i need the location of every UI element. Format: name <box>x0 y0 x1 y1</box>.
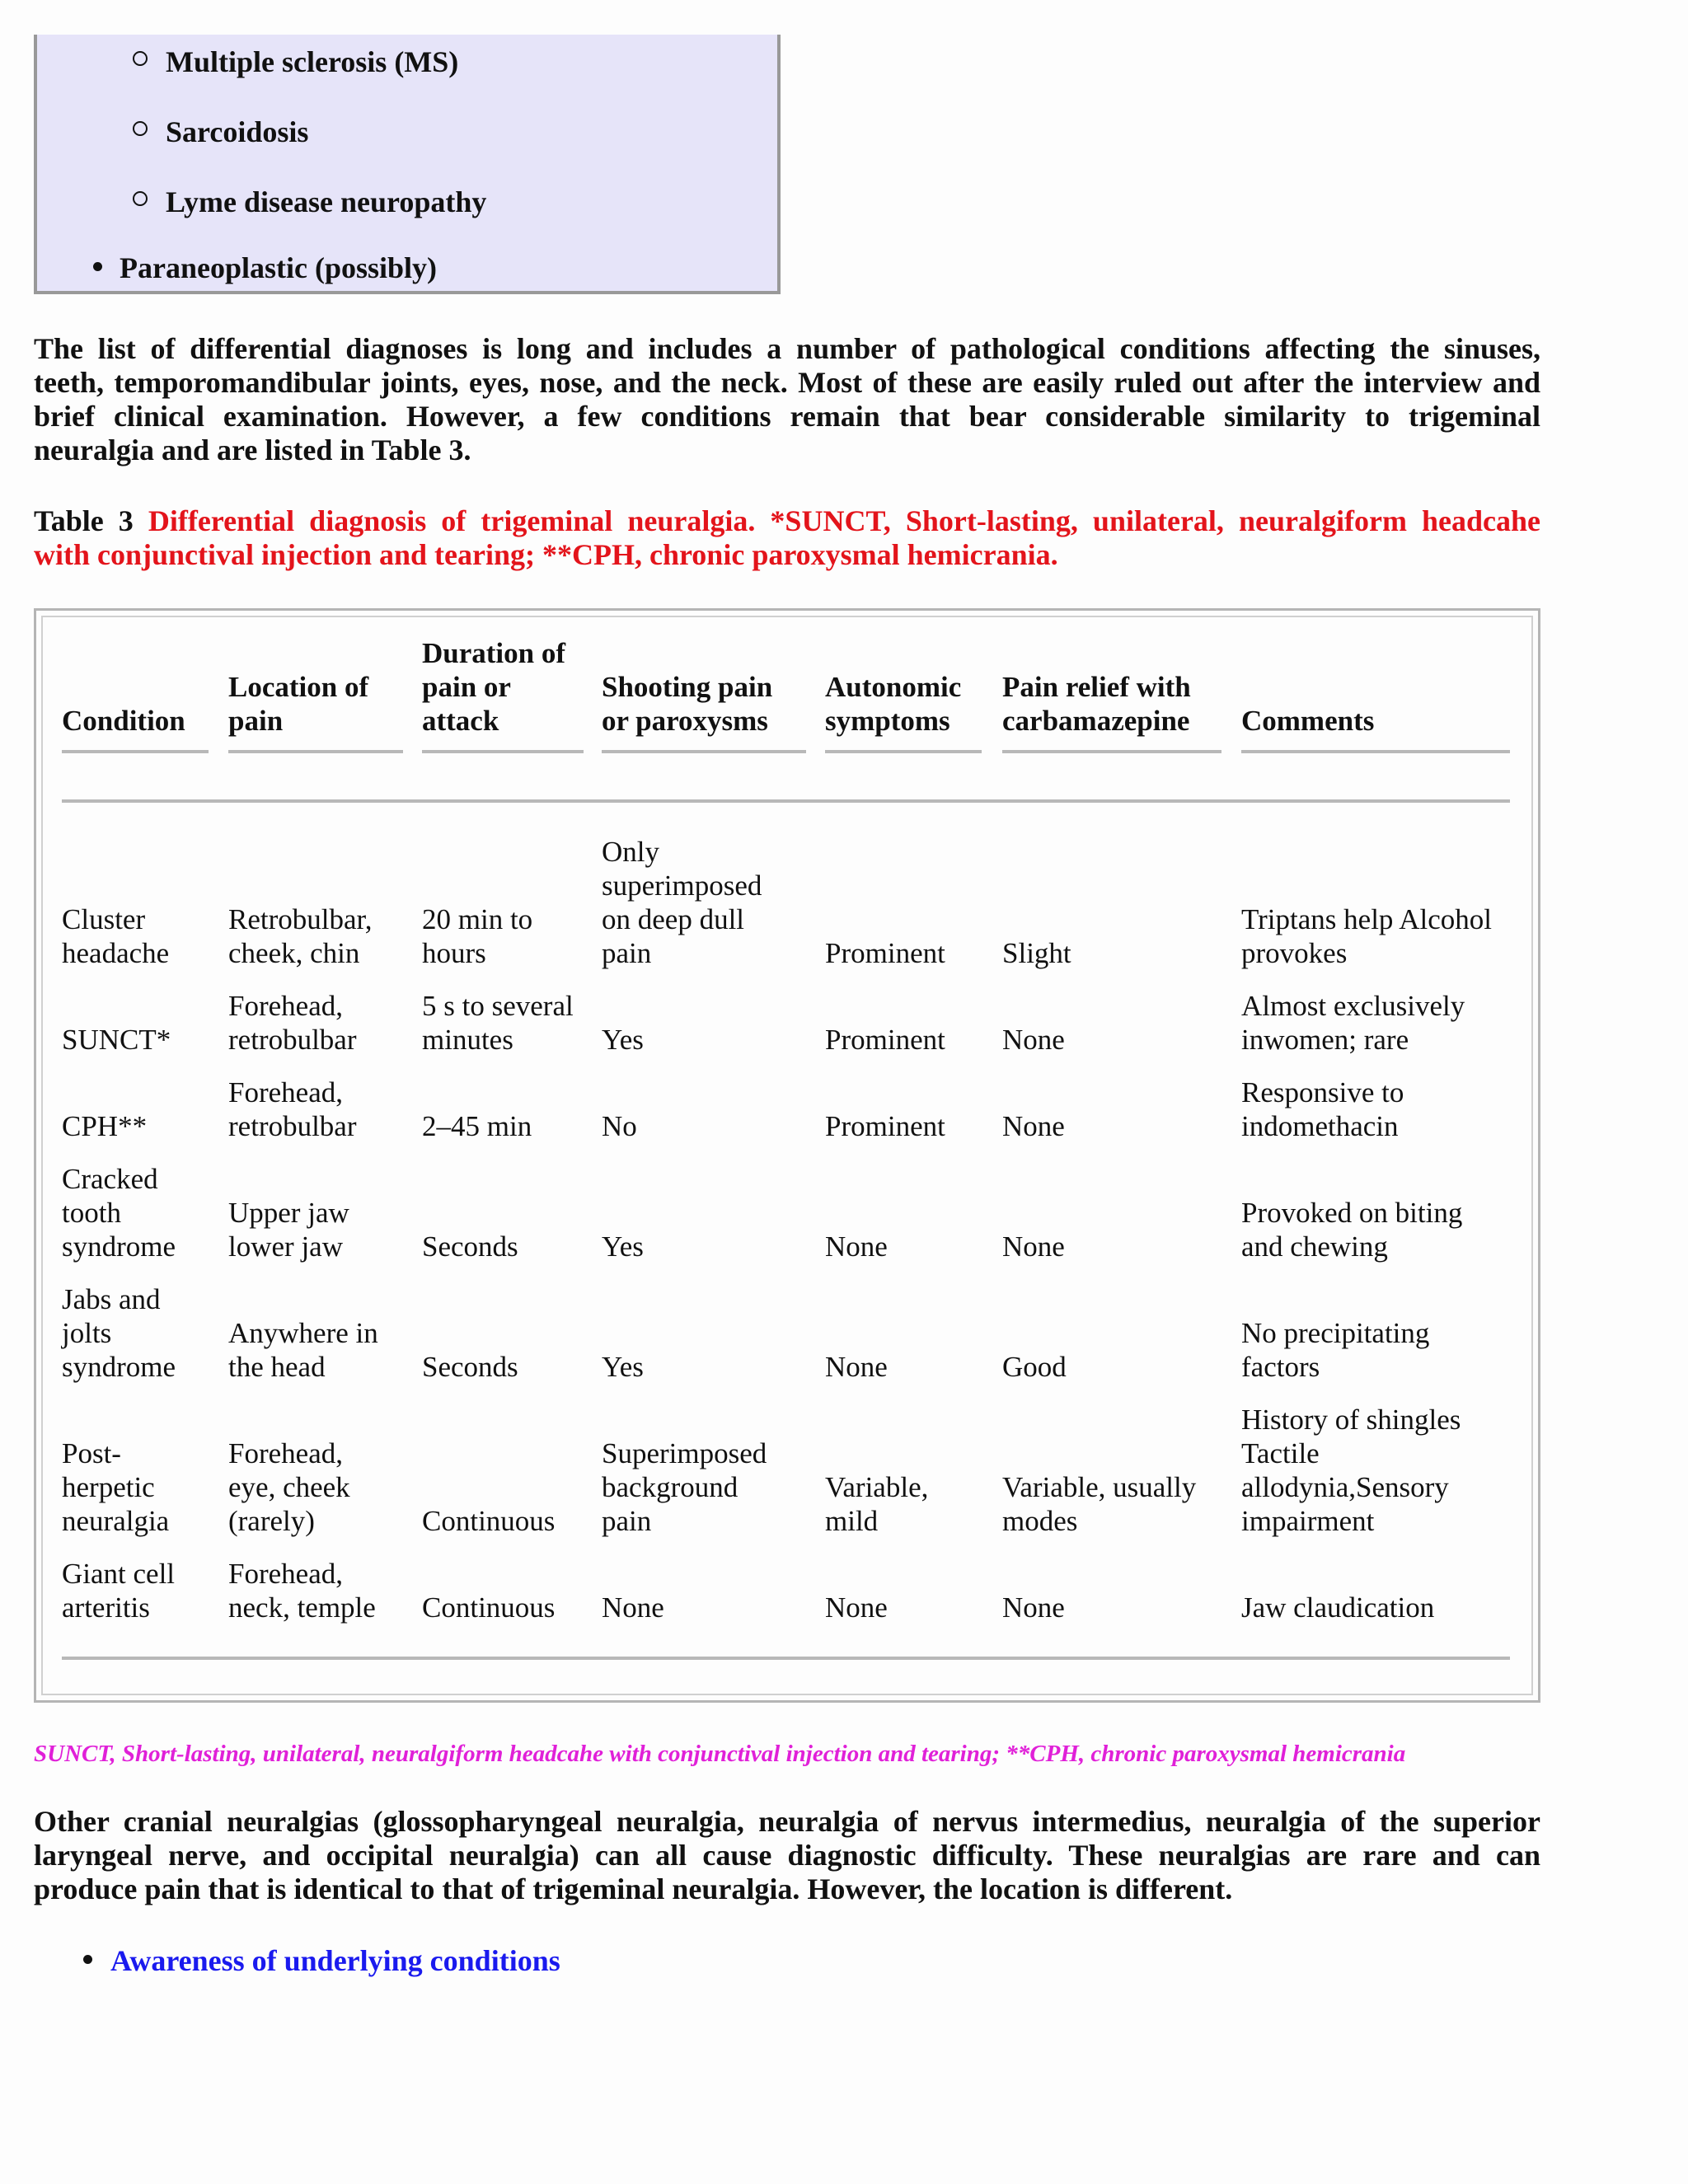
list-item-label: Paraneoplastic (possibly) <box>120 251 438 284</box>
paragraph-line: neuralgia and are listed in Table 3. <box>34 434 471 466</box>
table-bottom-rule <box>62 1657 1510 1660</box>
column-header-relief: Pain relief with carbamazepine <box>1002 671 1191 737</box>
paragraph-line: teeth, temporomandibular joints, eyes, nose, and the neck. Most of these are easily ruled out after the interview and <box>34 366 1540 399</box>
table-cell: Yes <box>602 1024 644 1056</box>
header-underline <box>62 750 209 753</box>
hollow-bullet-icon <box>133 51 148 66</box>
table-cell: Cracked tooth syndrome <box>62 1163 176 1263</box>
bullet-icon <box>93 262 102 271</box>
table-cell: None <box>1002 1230 1065 1263</box>
header-underline <box>1241 750 1510 753</box>
column-header-location: Location of pain <box>228 671 369 737</box>
table-cell: Prominent <box>825 1110 945 1142</box>
table-cell: No <box>602 1110 637 1142</box>
column-header-duration: Duration of pain or attack <box>422 637 566 737</box>
table-caption-title: Differential diagnosis of trigeminal neuralgia. *SUNCT, Short-lasting, unilateral, neuralgiform headcahe <box>148 504 1541 537</box>
table-cell: None <box>1002 1110 1065 1142</box>
table-cell: Forehead, retrobulbar <box>228 990 357 1056</box>
table-cell: Cluster headache <box>62 903 170 969</box>
table-cell: None <box>825 1591 888 1624</box>
table-cell: None <box>602 1591 664 1624</box>
paragraph-line: Other cranial neuralgias (glossopharyngeal neuralgia, neuralgia of nervus intermedius, neuralgia of the superior <box>34 1805 1540 1838</box>
underlying-conditions-link[interactable] <box>110 1943 560 1978</box>
header-underline <box>602 750 806 753</box>
table-cell: None <box>1002 1591 1065 1624</box>
header-underline <box>825 750 982 753</box>
table-cell: 5 s to several minutes <box>422 990 574 1056</box>
table-footnote: SUNCT, Short-lasting, unilateral, neuralgiform headcahe with conjunctival injection and tearing; **CPH, chronic paroxysmal hemicrania <box>34 1741 1406 1767</box>
table-cell: Responsive to indomethacin <box>1241 1076 1404 1142</box>
table-cell: History of shingles Tactile allodynia,Sensory impairment <box>1241 1404 1461 1537</box>
table-cell: Provoked on biting and chewing <box>1241 1197 1463 1263</box>
paragraph-line: brief clinical examination. However, a few conditions remain that bear considerable similarity to trigeminal <box>34 400 1540 433</box>
table-cell: Forehead, eye, cheek (rarely) <box>228 1437 350 1537</box>
column-header-condition: Condition <box>62 705 185 737</box>
table-cell: Slight <box>1002 937 1071 969</box>
table-caption <box>34 504 1540 572</box>
table-cell: 2–45 min <box>422 1110 532 1142</box>
list-item-label: Multiple sclerosis (MS) <box>166 45 459 78</box>
list-item <box>166 115 308 149</box>
table-cell: Post- herpetic neuralgia <box>62 1437 170 1537</box>
table-cell: Retrobulbar, cheek, chin <box>228 903 373 969</box>
table-cell: Yes <box>602 1230 644 1263</box>
table-cell: Yes <box>602 1351 644 1383</box>
table-cell: Only superimposed on deep dull pain <box>602 836 762 969</box>
bullet-icon <box>83 1955 92 1964</box>
paragraph-line: The list of differential diagnoses is long and includes a number of pathological conditions affecting the sinuses, <box>34 332 1540 365</box>
table-cell: Continuous <box>422 1505 556 1537</box>
table-cell: Forehead, neck, temple <box>228 1558 376 1624</box>
table-cell: Good <box>1002 1351 1067 1383</box>
table-cell: None <box>1002 1024 1065 1056</box>
list-item <box>120 251 437 285</box>
table-cell: Variable, mild <box>825 1471 929 1537</box>
table-caption-title-cont: with conjunctival injection and tearing; **CPH, chronic paroxysmal hemicrania. <box>34 538 1058 571</box>
table-cell: Seconds <box>422 1351 518 1383</box>
header-separator <box>62 799 1510 803</box>
paragraph-line: laryngeal nerve, and occipital neuralgia) can all cause diagnostic difficulty. These neuralgias are rare and can <box>34 1839 1540 1872</box>
header-underline <box>228 750 403 753</box>
link-label[interactable]: Awareness of underlying conditions <box>110 1944 560 1977</box>
table-cell: Almost exclusively inwomen; rare <box>1241 990 1465 1056</box>
hollow-bullet-icon <box>133 191 148 206</box>
table-cell: Upper jaw lower jaw <box>228 1197 349 1263</box>
hollow-bullet-icon <box>133 121 148 136</box>
table-cell: Continuous <box>422 1591 556 1624</box>
cause-list-box <box>34 35 781 294</box>
list-item <box>166 45 458 79</box>
table-cell: Triptans help Alcohol provokes <box>1241 903 1492 969</box>
table-cell: No precipitating factors <box>1241 1317 1430 1383</box>
header-underline <box>1002 750 1221 753</box>
table-label: Table 3 <box>34 504 134 537</box>
table-cell: CPH** <box>62 1110 148 1142</box>
list-item-label: Lyme disease neuropathy <box>166 185 487 218</box>
column-header-comments: Comments <box>1241 705 1375 737</box>
table-cell: Jabs and jolts syndrome <box>62 1283 176 1383</box>
table-cell: 20 min to hours <box>422 903 533 969</box>
column-header-shooting: Shooting pain or paroxysms <box>602 671 773 737</box>
table-cell: None <box>825 1230 888 1263</box>
table-cell: Forehead, retrobulbar <box>228 1076 357 1142</box>
intro-paragraph <box>34 332 1540 467</box>
column-header-autonomic: Autonomic symptoms <box>825 671 962 737</box>
table-cell: Superimposed background pain <box>602 1437 767 1537</box>
cranial-neuralgias-paragraph <box>34 1805 1540 1906</box>
header-underline <box>422 750 584 753</box>
table-cell: Prominent <box>825 937 945 969</box>
list-item-label: Sarcoidosis <box>166 115 309 148</box>
table-cell: None <box>825 1351 888 1383</box>
paragraph-line: produce pain that is identical to that of trigeminal neuralgia. However, the location is different. <box>34 1872 1233 1905</box>
table-cell: Jaw claudication <box>1241 1591 1435 1624</box>
table-cell: Seconds <box>422 1230 518 1263</box>
table-cell: SUNCT* <box>62 1024 171 1056</box>
table-cell: Variable, usually modes <box>1002 1471 1197 1537</box>
differential-diagnosis-table <box>34 608 1540 1703</box>
table-cell: Anywhere in the head <box>228 1317 378 1383</box>
table-cell: Prominent <box>825 1024 945 1056</box>
list-item <box>166 185 486 219</box>
table-cell: Giant cell arteritis <box>62 1558 176 1624</box>
